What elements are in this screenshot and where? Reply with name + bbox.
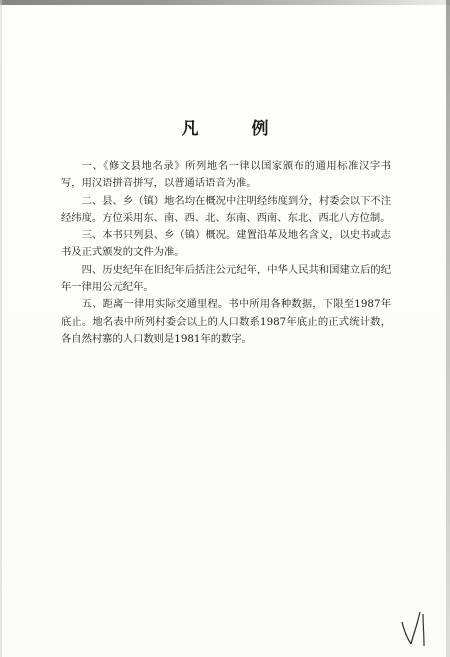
page-mark-scribble xyxy=(396,608,436,648)
guidelines-body xyxy=(61,158,391,348)
guideline-paragraph-2: 二、县、乡（镇）地名均在概况中注明经纬度到分，村委会以下不注经纬度。方位采用东、南、西、北、东南、西南、东北、西北八方位制。 xyxy=(61,194,391,224)
guideline-paragraph-3: 三、本书只列县、乡（镇）概况。建置沿革及地名含义，以史书或志书及正式颁发的文件为准。 xyxy=(61,229,391,259)
guideline-paragraph-4: 四、历史纪年在旧纪年后括注公元纪年，中华人民共和国建立后的纪年一律用公元纪年。 xyxy=(61,263,391,294)
scan-edge-left xyxy=(0,0,2,657)
guideline-paragraph-5: 五、距离一律用实际交通里程。书中所用各种数据，下限至1987年底止。地名表中所列村委会以上的人口数系1987年底止的正式统计数，各自然村寨的人口数则是1981年的数字。 xyxy=(61,298,391,345)
guideline-paragraph-1: 一、《修文县地名录》所列地名一律以国家颁布的通用标准汉字书写，用汉语拼音拼写，以普通话语音为准。 xyxy=(61,160,391,190)
page-title: 凡 例 xyxy=(181,119,287,139)
scan-edge-right xyxy=(446,0,450,657)
scan-edge-top xyxy=(0,0,450,5)
